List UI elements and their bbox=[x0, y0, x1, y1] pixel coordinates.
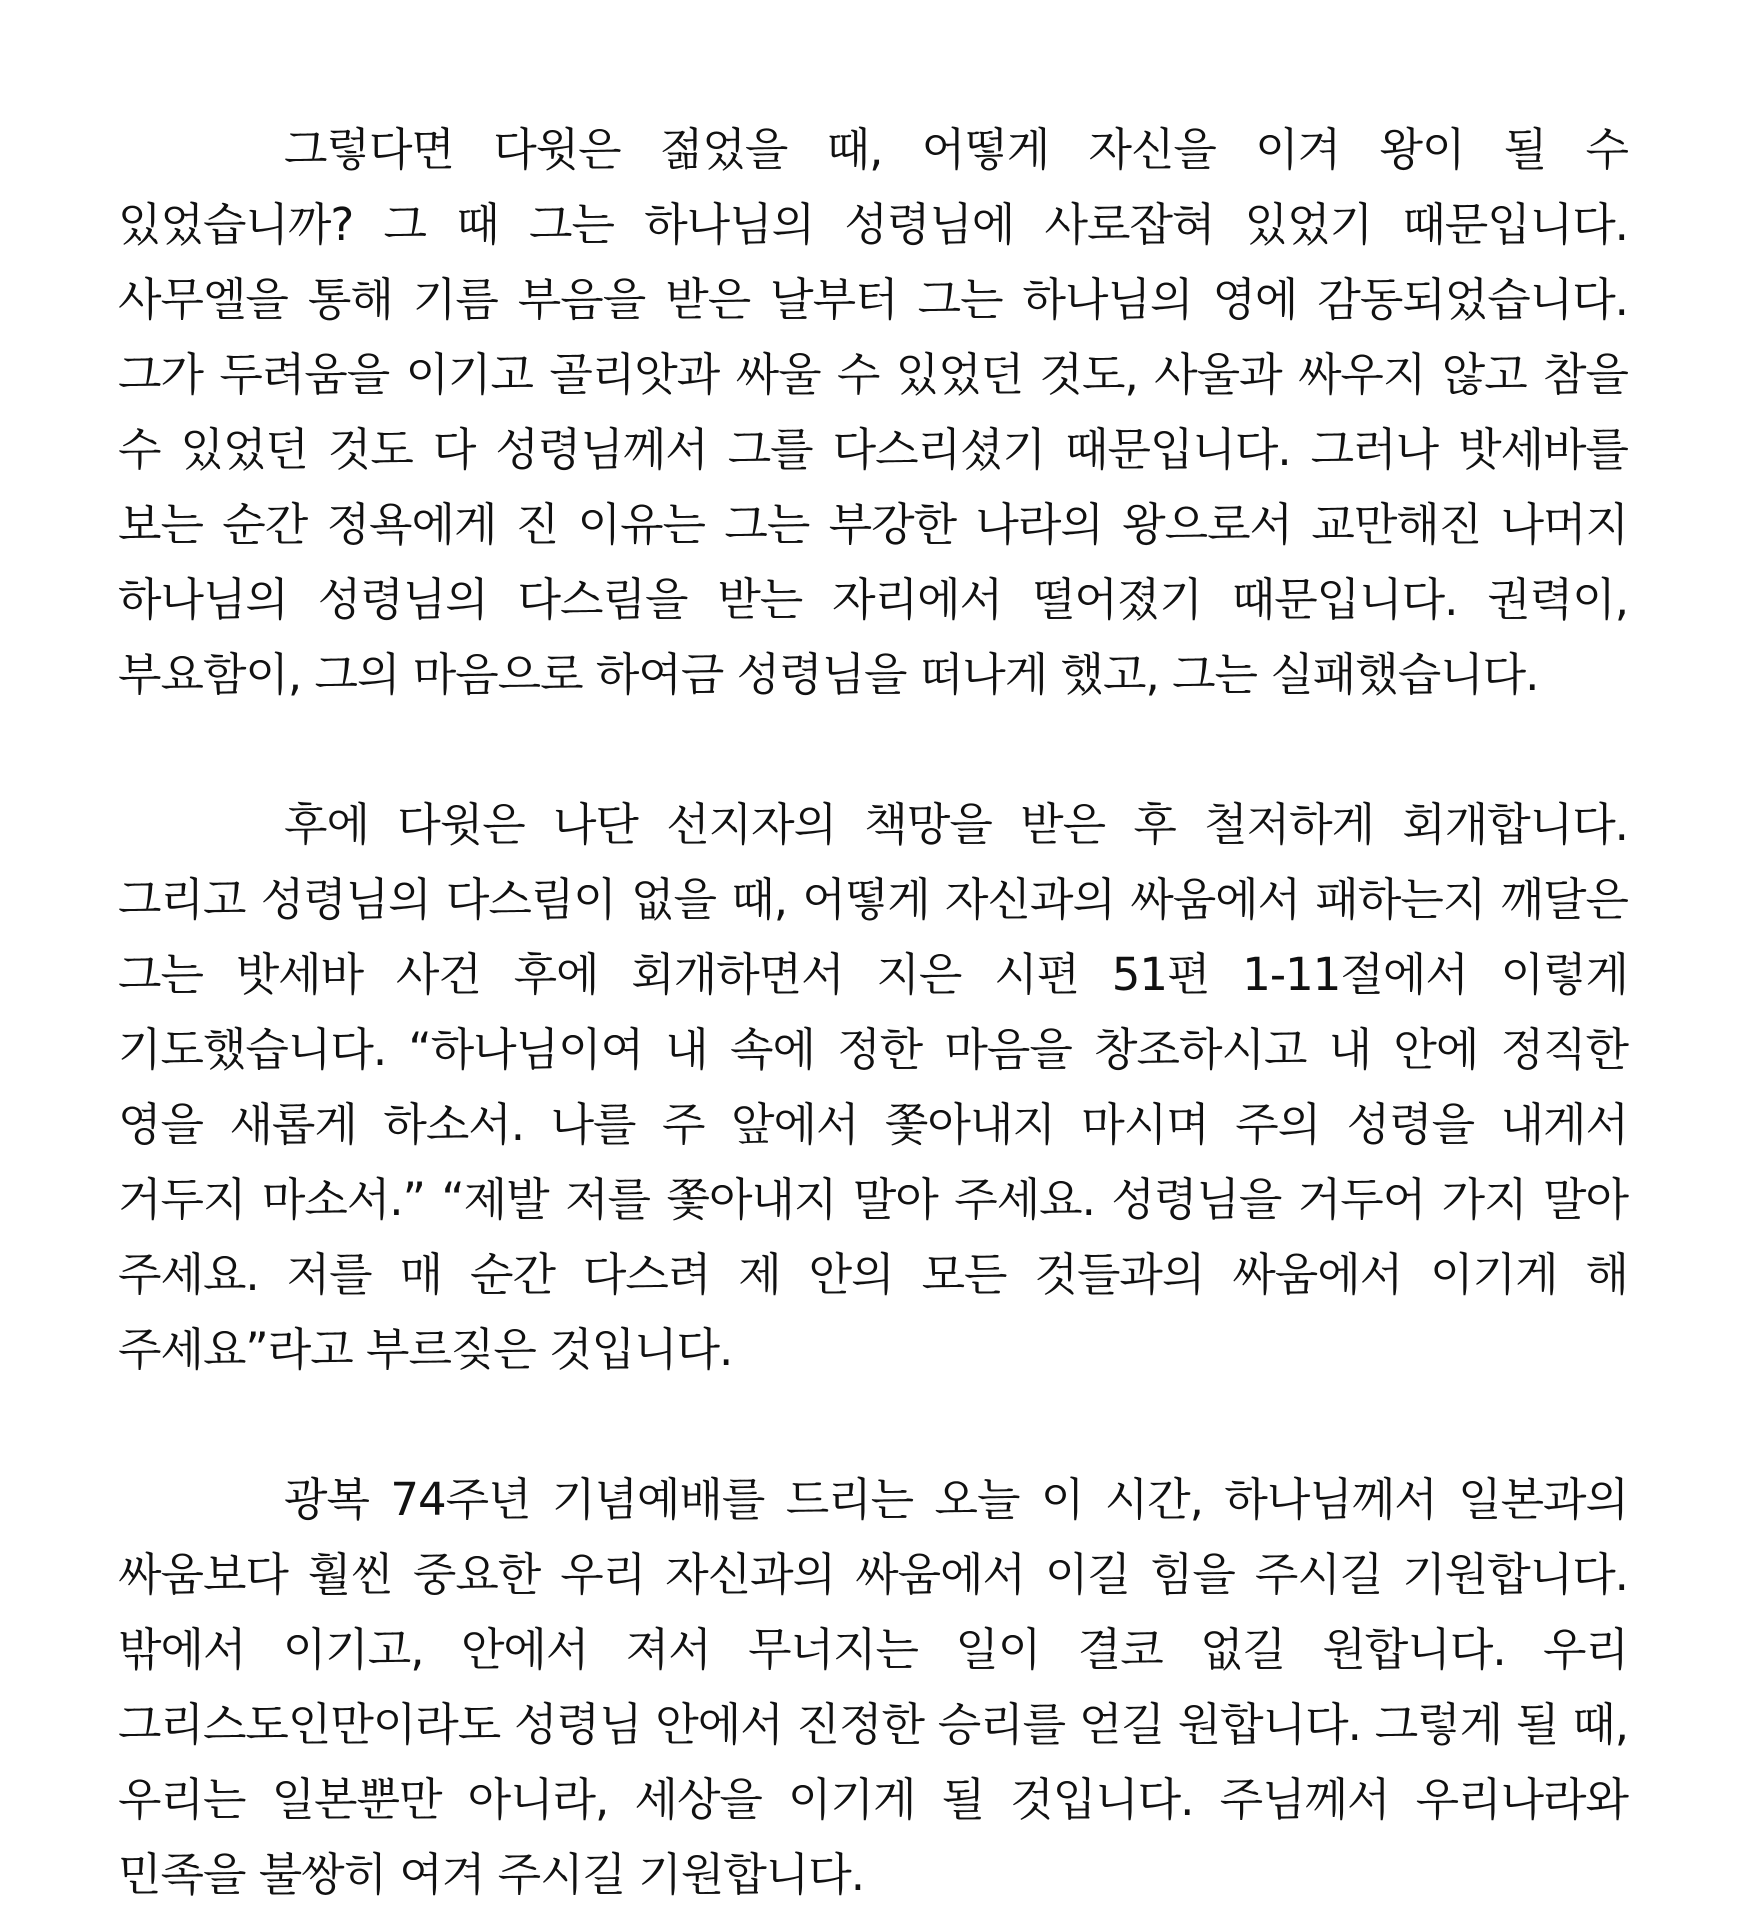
paragraph-3: 광복 74주년 기념예배를 드리는 오늘 이 시간, 하나님께서 일본과의 싸움보다 훨씬 중요한 우리 자신과의 싸움에서 이길 힘을 주시길 기원합니다. 밖에서 이기고, 안에서 져서 무너지는 일이 결코 없길 원합니다. 우리 그리스도인만이라도 성령님 안에서 진정한 승리를 얻길 원합니다. 그렇게 될 때, 우리는 일본뿐만 아니라, 세상을 이기게 될 것입니다. 주님께서 우리나라와 민족을 불쌍히 여겨 주시길 기원합니다. bbox=[118, 1473, 1628, 1901]
paragraph-1: 그렇다면 다윗은 젊었을 때, 어떻게 자신을 이겨 왕이 될 수 있었습니까? 그 때 그는 하나님의 성령님에 사로잡혀 있었기 때문입니다. 사무엘을 통해 기름 부음을 받은 날부터 그는 하나님의 영에 감동되었습니다. 그가 두려움을 이기고 골리앗과 싸울 수 있었던 것도, 사울과 싸우지 않고 참을 수 있었던 것도 다 성령님께서 그를 다스리셨기 때문입니다. 그러나 밧세바를 보는 순간 정욕에게 진 이유는 그는 부강한 나라의 왕으로서 교만해진 나머지 하나님의 성령님의 다스림을 받는 자리에서 떨어졌기 때문입니다. 권력이, 부요함이, 그의 마음으로 하여금 성령님을 떠나게 했고, 그는 실패했습니다. bbox=[118, 123, 1628, 701]
document-body bbox=[118, 112, 1628, 1912]
paragraph-2: 후에 다윗은 나단 선지자의 책망을 받은 후 철저하게 회개합니다. 그리고 성령님의 다스림이 없을 때, 어떻게 자신과의 싸움에서 패하는지 깨달은 그는 밧세바 사건 후에 회개하면서 지은 시편 51편 1-11절에서 이렇게 기도했습니다. “하나님이여 내 속에 정한 마음을 창조하시고 내 안에 정직한 영을 새롭게 하소서. 나를 주 앞에서 쫓아내지 마시며 주의 성령을 내게서 거두지 마소서.” “제발 저를 쫓아내지 말아 주세요. 성령님을 거두어 가지 말아 주세요. 저를 매 순간 다스려 제 안의 모든 것들과의 싸움에서 이기게 해 주세요”라고 부르짖은 것입니다. bbox=[118, 798, 1628, 1376]
